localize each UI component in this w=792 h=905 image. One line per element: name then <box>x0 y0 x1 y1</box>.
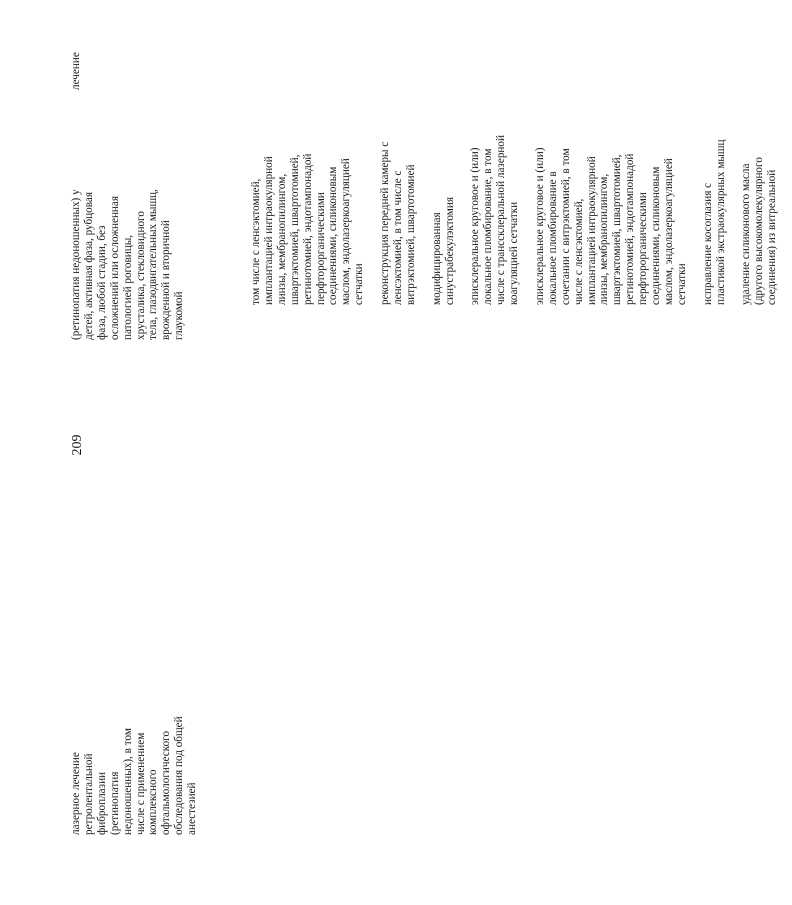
text-line: удаление силиконового масла <box>740 163 753 305</box>
text-line: том числе с ленсэктомией, <box>250 178 262 305</box>
text-line: швартэктомией, швартотомией, <box>288 154 301 305</box>
text-line: соединения) из витреальной <box>766 169 779 305</box>
text-line: соединениями, силиконовым <box>650 166 663 305</box>
text-line: (другого высокомолекулярного <box>753 157 766 305</box>
text-line: сетчатки <box>675 263 688 305</box>
text-line: маслом, эндолазеркоагуляцией <box>340 158 353 305</box>
text-line: имплантацией интраокулярной <box>262 156 275 305</box>
text-line: тела, глазодвигательных мышц, <box>147 189 160 340</box>
text-line: локальное пломбирование, в том <box>482 148 495 305</box>
text-line: исправление косоглазия с <box>701 182 714 305</box>
text-line: фаза, любой стадии, без <box>95 225 108 340</box>
diagnosis-column <box>70 189 186 340</box>
procedure-entry <box>534 135 689 305</box>
text-line: (ретинопатия недоношенных) у <box>70 189 82 340</box>
text-line: сочетании с витрэктомией, в том <box>559 148 572 305</box>
procedure-entry <box>250 135 366 305</box>
text-line: глаукомой <box>173 291 186 340</box>
text-line: числе с применением <box>134 732 147 835</box>
procedure-entry <box>379 135 418 305</box>
text-line: перфторорганическими <box>637 192 650 305</box>
text-line: локальное пломбирование в <box>546 171 559 305</box>
text-line: детей, активная фаза, рубцовая <box>82 191 95 340</box>
rotated-sheet <box>70 52 779 835</box>
treatment-method-column <box>70 716 199 835</box>
text-line: коагуляцией сетчатки <box>508 201 521 305</box>
text-line: ретинотомией, эндотампонадой <box>301 153 314 305</box>
text-line: патологией роговицы, <box>121 234 134 340</box>
text-line: обследования под общей <box>173 716 186 835</box>
procedure-entry <box>431 135 457 305</box>
text-line: числе с ленсэктомией, <box>572 198 585 305</box>
treatment-type-column <box>70 52 83 90</box>
text-line: ретинотомией, эндотампонадой <box>624 153 637 305</box>
procedures-column <box>250 135 792 305</box>
text-line: (ретинопатия <box>108 771 121 835</box>
text-line: швартэктомией, швартотомией, <box>611 154 624 305</box>
text-line: фиброплазии <box>95 771 108 835</box>
text-line: комплексного <box>147 769 160 835</box>
text-line: линзы, мембранопилингом, <box>598 173 611 305</box>
text-line: имплантацией интраокулярной <box>585 156 598 305</box>
text-line: врожденной и вторичной <box>160 220 173 340</box>
text-line: модифицированная <box>430 212 443 305</box>
text-line: ленсэктомией, в том числе с <box>391 170 404 305</box>
text-line: перфторорганическими <box>314 192 327 305</box>
text-line: линзы, мембранопилингом, <box>275 173 288 305</box>
text-line: лазерное лечение <box>70 752 82 835</box>
text-line: синустрабекулэктомия <box>443 197 456 305</box>
text-line: офтальмологического <box>160 730 173 835</box>
page-number: 209 <box>70 434 85 456</box>
text-line: витрэктомией, швартотомией <box>404 164 417 305</box>
procedure-entry <box>740 135 779 305</box>
text-line: осложнений или осложненная <box>108 195 121 340</box>
text-line: эписклеральное круговое и (или) <box>469 147 482 305</box>
text-line: сетчатки <box>353 263 366 305</box>
text-line: соединениями, силиконовым <box>327 166 340 305</box>
text-line: реконструкция передней камеры с <box>379 141 392 305</box>
text-line: ретролентальной <box>82 753 95 835</box>
procedure-entry <box>469 135 521 305</box>
text-line: лечение <box>70 52 82 90</box>
text-line: анестезией <box>186 782 199 835</box>
text-line: эписклеральное круговое и (или) <box>533 147 546 305</box>
text-line: хрусталика, стекловидного <box>134 211 147 340</box>
text-line: числе с транссклеральной лазерной <box>495 135 508 305</box>
text-line: пластикой экстраокулярных мышц <box>714 139 727 305</box>
procedure-entry <box>702 135 728 305</box>
text-line: недоношенных), в том <box>121 728 134 835</box>
text-line: маслом, эндолазеркоагуляцией <box>662 158 675 305</box>
